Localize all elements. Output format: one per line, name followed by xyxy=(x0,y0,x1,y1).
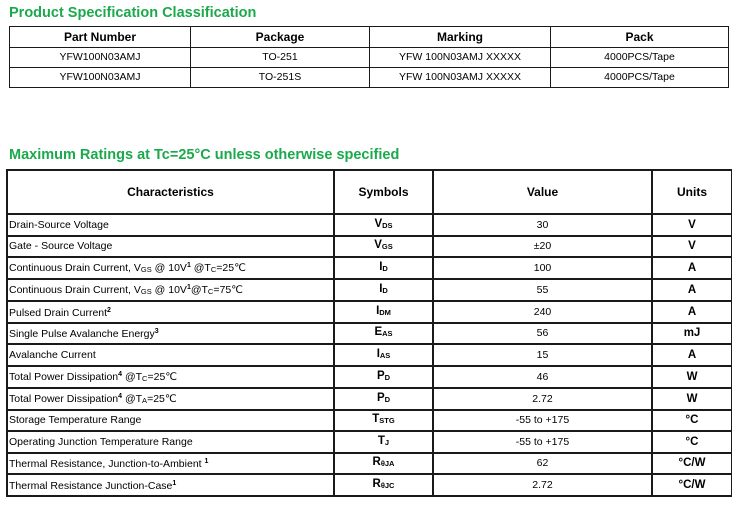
characteristic-text: Continuous Drain Current, V xyxy=(9,262,141,274)
symbol-cell xyxy=(334,323,433,345)
ratings-body xyxy=(7,214,732,496)
subscript: GS xyxy=(140,287,152,296)
unit-cell: W xyxy=(652,388,732,410)
table-row xyxy=(7,474,732,496)
subscript: A xyxy=(142,395,148,405)
value-cell: 56 xyxy=(433,323,652,345)
table-row xyxy=(7,366,732,388)
unit-cell: A xyxy=(652,279,732,301)
characteristic-cell xyxy=(7,366,334,388)
characteristic-text: Continuous Drain Current, V xyxy=(9,284,141,296)
characteristic-cell xyxy=(7,474,334,496)
table-row xyxy=(7,410,732,432)
ratings-header-row xyxy=(7,170,732,214)
header-marking: Marking xyxy=(370,27,551,48)
subscript: C xyxy=(210,265,217,274)
characteristic-text: Total Power Dissipation xyxy=(9,370,119,383)
symbol-letter: P xyxy=(376,391,385,404)
table-row xyxy=(10,48,729,68)
unit-cell: A xyxy=(652,257,732,279)
symbol-subscript: D xyxy=(384,394,391,404)
symbol-letter: T xyxy=(377,434,385,447)
symbol-subscript: D xyxy=(382,286,388,295)
header-units: Units xyxy=(652,170,732,214)
package-cell: TO-251S xyxy=(191,68,370,88)
table-row xyxy=(7,214,732,236)
value-cell: 240 xyxy=(433,301,652,323)
product-spec-title: Product Specification Classification xyxy=(9,5,257,21)
product-spec-table xyxy=(9,26,729,88)
characteristic-text: @T xyxy=(122,370,143,383)
characteristic-cell xyxy=(7,214,334,236)
characteristic-text: @T xyxy=(122,392,143,405)
characteristic-cell xyxy=(7,344,334,366)
characteristic-cell xyxy=(7,410,334,432)
pack-cell: 4000PCS/Tape xyxy=(551,48,729,68)
symbol-subscript: STG xyxy=(379,416,395,426)
symbol-letter: R xyxy=(372,456,381,469)
unit-cell: A xyxy=(652,301,732,323)
symbol-letter: I xyxy=(376,347,380,360)
symbol-cell xyxy=(334,236,433,258)
symbol-cell xyxy=(334,366,433,388)
value-cell: 30 xyxy=(433,214,652,236)
pack-cell: 4000PCS/Tape xyxy=(551,68,729,88)
value-cell: 15 xyxy=(433,344,652,366)
symbol-subscript: GS xyxy=(381,242,393,252)
max-ratings-title: Maximum Ratings at Tc=25°C unless otherwise specified xyxy=(9,147,400,163)
symbol-cell xyxy=(334,279,433,301)
table-row xyxy=(7,453,732,475)
characteristic-text: @ 10V xyxy=(151,262,187,274)
symbol-cell xyxy=(334,344,433,366)
characteristic-text: @T xyxy=(190,262,211,274)
value-cell: 55 xyxy=(433,279,652,301)
part-number-cell: YFW100N03AMJ xyxy=(10,48,191,68)
characteristic-cell xyxy=(7,279,334,301)
characteristic-text: Operating Junction Temperature Range xyxy=(9,435,193,448)
unit-cell: A xyxy=(652,344,732,366)
subscript: C xyxy=(142,373,148,383)
value-cell: 46 xyxy=(433,366,652,388)
symbol-subscript: AS xyxy=(382,329,393,339)
characteristic-text: Storage Temperature Range xyxy=(9,414,142,427)
unit-cell: V xyxy=(652,214,732,236)
unit-cell: W xyxy=(652,366,732,388)
symbol-letter: R xyxy=(372,477,381,490)
characteristic-cell xyxy=(7,257,334,279)
unit-cell: °C xyxy=(652,410,732,432)
footnote-marker: 1 xyxy=(204,458,209,466)
footnote-marker: 4 xyxy=(118,392,123,400)
table-row xyxy=(7,236,732,258)
package-cell: TO-251 xyxy=(191,48,370,68)
table-row xyxy=(10,68,729,88)
symbol-letter: T xyxy=(372,413,380,426)
characteristic-cell xyxy=(7,453,334,475)
footnote-marker: 3 xyxy=(154,328,159,336)
characteristic-text: Single Pulse Avalanche Energy xyxy=(9,328,155,341)
characteristic-text: @T xyxy=(190,284,208,296)
symbol-cell xyxy=(334,257,433,279)
characteristic-text: @ 10V xyxy=(151,284,187,296)
symbol-cell xyxy=(334,431,433,453)
characteristic-cell xyxy=(7,236,334,258)
characteristic-cell xyxy=(7,301,334,323)
characteristic-text: Avalanche Current xyxy=(9,348,96,361)
symbol-letter: V xyxy=(374,239,382,252)
footnote-marker: 2 xyxy=(107,306,111,314)
table-row xyxy=(7,344,732,366)
header-value: Value xyxy=(433,170,652,214)
spec-header-row xyxy=(10,27,729,48)
unit-cell: °C/W xyxy=(652,474,732,496)
unit-cell: °C/W xyxy=(652,453,732,475)
symbol-cell xyxy=(334,410,433,432)
value-cell: -55 to +175 xyxy=(433,410,652,432)
value-cell: ±20 xyxy=(433,236,652,258)
marking-cell: YFW 100N03AMJ XXXXX xyxy=(370,48,551,68)
characteristic-text: =75℃ xyxy=(213,284,243,296)
characteristic-text: Drain-Source Voltage xyxy=(9,218,109,231)
symbol-letter: V xyxy=(374,217,383,230)
symbol-subscript: D xyxy=(384,372,391,382)
value-cell: 100 xyxy=(433,257,652,279)
header-package: Package xyxy=(191,27,370,48)
characteristic-text: Total Power Dissipation xyxy=(9,392,119,405)
value-cell: 62 xyxy=(433,453,652,475)
symbol-subscript: DM xyxy=(379,307,391,317)
symbol-letter: I xyxy=(379,283,383,295)
table-row xyxy=(7,279,732,301)
characteristic-text: Thermal Resistance, Junction-to-Ambient xyxy=(9,458,205,471)
symbol-letter: I xyxy=(379,261,383,273)
table-row xyxy=(7,301,732,323)
header-characteristics: Characteristics xyxy=(7,170,334,214)
characteristic-text: Thermal Resistance Junction-Case xyxy=(9,479,173,492)
characteristic-text: Pulsed Drain Current xyxy=(9,306,108,319)
footnote-marker: 4 xyxy=(118,370,123,378)
symbol-cell xyxy=(334,388,433,410)
symbol-cell xyxy=(334,301,433,323)
table-row xyxy=(7,323,732,345)
footnote-marker: 1 xyxy=(172,479,177,487)
symbol-subscript: D xyxy=(382,264,388,273)
unit-cell: V xyxy=(652,236,732,258)
footnote-marker: 1 xyxy=(186,262,191,269)
symbol-subscript: J xyxy=(384,437,390,447)
header-pack: Pack xyxy=(551,27,729,48)
table-row xyxy=(7,388,732,410)
symbol-letter: E xyxy=(374,326,383,339)
characteristic-text: =25℃ xyxy=(147,392,177,405)
symbol-subscript: θJA xyxy=(380,459,395,469)
max-ratings-table xyxy=(6,169,732,497)
unit-cell: °C xyxy=(652,431,732,453)
characteristic-cell xyxy=(7,431,334,453)
symbol-letter: P xyxy=(376,369,385,382)
header-part-number: Part Number xyxy=(10,27,191,48)
characteristic-text: =25℃ xyxy=(216,262,246,274)
unit-cell: mJ xyxy=(652,323,732,345)
symbol-cell xyxy=(334,214,433,236)
table-row xyxy=(7,431,732,453)
marking-cell: YFW 100N03AMJ XXXXX xyxy=(370,68,551,88)
subscript: GS xyxy=(140,265,152,274)
value-cell: -55 to +175 xyxy=(433,431,652,453)
symbol-letter: I xyxy=(376,304,380,317)
characteristic-text: =25℃ xyxy=(147,370,178,383)
header-symbols: Symbols xyxy=(334,170,433,214)
symbol-subscript: θJC xyxy=(380,480,395,490)
part-number-cell: YFW100N03AMJ xyxy=(10,68,191,88)
footnote-marker: 1 xyxy=(186,284,191,291)
symbol-subscript: DS xyxy=(382,220,393,230)
table-row xyxy=(7,257,732,279)
value-cell: 2.72 xyxy=(433,474,652,496)
value-cell: 2.72 xyxy=(433,388,652,410)
symbol-cell xyxy=(334,453,433,475)
subscript: C xyxy=(207,287,214,296)
symbol-cell xyxy=(334,474,433,496)
characteristic-cell xyxy=(7,323,334,345)
characteristic-text: Gate - Source Voltage xyxy=(9,240,113,253)
characteristic-cell xyxy=(7,388,334,410)
symbol-subscript: AS xyxy=(379,350,391,360)
